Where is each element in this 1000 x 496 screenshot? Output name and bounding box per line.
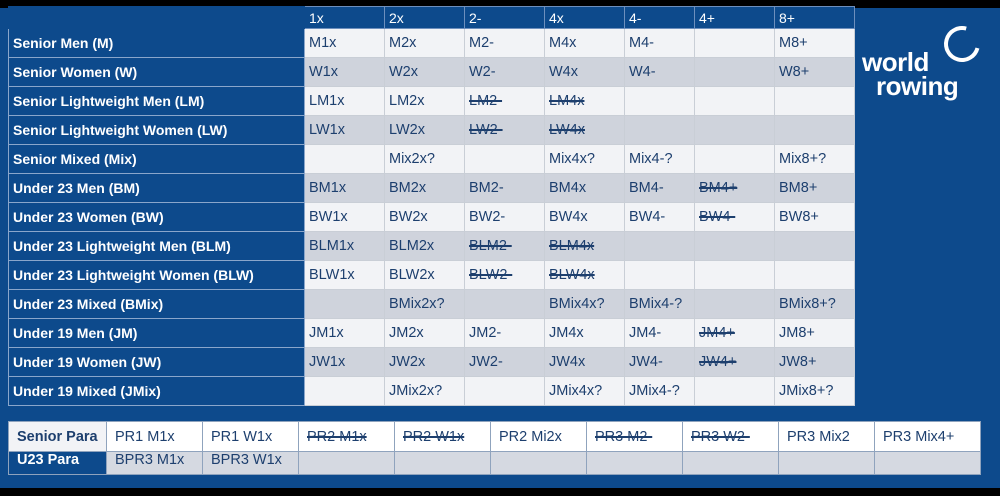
row-label: Under 19 Mixed (JMix) <box>9 377 305 406</box>
table-cell <box>545 377 625 406</box>
event-code: JM8+ <box>779 325 815 341</box>
row-label: Under 23 Men (BM) <box>9 174 305 203</box>
row-label: Under 23 Lightweight Men (BLM) <box>9 232 305 261</box>
event-code: W8+ <box>779 64 810 80</box>
table-cell <box>305 232 385 261</box>
para-cell <box>299 452 395 475</box>
event-code: BM2- <box>469 180 504 196</box>
event-code: BMix4-? <box>629 296 683 312</box>
table-cell <box>695 348 775 377</box>
event-code: LM1x <box>309 93 345 109</box>
table-cell <box>465 319 545 348</box>
struck-event-code: PR3 M2- <box>595 428 653 445</box>
table-cell <box>775 319 855 348</box>
table-row <box>9 261 855 290</box>
table-cell <box>695 58 775 87</box>
table-cell <box>625 203 695 232</box>
table-cell <box>305 145 385 174</box>
table-cell <box>775 261 855 290</box>
header-corner <box>9 7 305 29</box>
table-cell <box>625 261 695 290</box>
row-label: Under 19 Women (JW) <box>9 348 305 377</box>
event-code: BM4x <box>549 180 587 196</box>
table-cell <box>385 290 465 319</box>
table-row <box>9 29 855 58</box>
para-cell <box>779 452 875 475</box>
table-cell <box>545 116 625 145</box>
table-cell <box>305 203 385 232</box>
table-cell <box>775 377 855 406</box>
table-cell <box>465 232 545 261</box>
para-cell <box>107 452 203 475</box>
table-cell <box>625 377 695 406</box>
table-cell <box>545 29 625 58</box>
table-cell <box>385 145 465 174</box>
table-row <box>9 116 855 145</box>
table-cell <box>625 29 695 58</box>
struck-event-code: BLW2- <box>469 267 513 283</box>
table-cell <box>695 87 775 116</box>
para-cell <box>875 422 981 452</box>
table-cell <box>465 116 545 145</box>
event-code: PR3 Mix4+ <box>883 428 955 445</box>
event-code: M8+ <box>779 35 808 51</box>
para-cell <box>395 452 491 475</box>
event-code: BW4x <box>549 209 588 225</box>
table-cell <box>695 116 775 145</box>
table-cell <box>385 377 465 406</box>
table-cell <box>545 145 625 174</box>
para-cell <box>491 422 587 452</box>
struck-event-code: JM4+ <box>699 325 735 341</box>
event-code: Mix4x? <box>549 151 595 167</box>
para-row-label: Senior Para <box>9 422 107 452</box>
para-row-label: U23 Para <box>9 452 107 475</box>
table-cell <box>545 290 625 319</box>
table-cell <box>545 261 625 290</box>
table-cell <box>775 232 855 261</box>
table-cell <box>305 319 385 348</box>
event-code: JMix2x? <box>389 383 443 399</box>
event-code: BM8+ <box>779 180 818 196</box>
table-cell <box>695 29 775 58</box>
row-label: Senior Lightweight Women (LW) <box>9 116 305 145</box>
row-label: Under 23 Mixed (BMix) <box>9 290 305 319</box>
event-code: W1x <box>309 64 338 80</box>
event-code: JW1x <box>309 354 346 370</box>
event-code: BW2x <box>389 209 428 225</box>
table-cell <box>775 290 855 319</box>
table-cell <box>625 290 695 319</box>
struck-event-code: BLW4x <box>549 267 595 283</box>
table-cell <box>545 58 625 87</box>
struck-event-code: JW4+ <box>699 354 737 370</box>
table-body <box>9 29 855 406</box>
table-cell <box>385 348 465 377</box>
event-code: BW1x <box>309 209 348 225</box>
table-cell <box>385 261 465 290</box>
event-code: PR1 W1x <box>211 428 273 445</box>
table-cell <box>465 377 545 406</box>
struck-event-code: PR2 W1x <box>403 428 465 445</box>
table-cell <box>305 377 385 406</box>
para-cell <box>203 452 299 475</box>
struck-event-code: LM2- <box>469 93 503 109</box>
table-cell <box>305 87 385 116</box>
table-cell <box>385 203 465 232</box>
struck-event-code: BW4- <box>699 209 736 225</box>
event-code: BLM1x <box>309 238 355 254</box>
table-cell <box>545 348 625 377</box>
table-cell <box>465 261 545 290</box>
table-cell <box>305 348 385 377</box>
logo-word-rowing: rowing <box>876 71 959 101</box>
table-cell <box>385 232 465 261</box>
table-cell <box>695 290 775 319</box>
para-cell <box>779 422 875 452</box>
table-cell <box>695 261 775 290</box>
table-row <box>9 58 855 87</box>
row-label: Under 23 Lightweight Women (BLW) <box>9 261 305 290</box>
event-code: M2x <box>389 35 417 51</box>
table-cell <box>775 58 855 87</box>
table-cell <box>695 319 775 348</box>
event-code: Mix8+? <box>779 151 827 167</box>
event-code: JW4- <box>629 354 663 370</box>
para-cell <box>299 422 395 452</box>
table-cell <box>385 174 465 203</box>
para-cell <box>587 452 683 475</box>
table-cell <box>775 87 855 116</box>
column-header: 4- <box>625 7 695 29</box>
event-code: W2x <box>389 64 418 80</box>
boat-class-table <box>8 6 855 406</box>
event-code: M4x <box>549 35 577 51</box>
row-label: Senior Mixed (Mix) <box>9 145 305 174</box>
para-cell <box>683 422 779 452</box>
table-row <box>9 203 855 232</box>
event-code: JW2x <box>389 354 426 370</box>
para-table <box>8 421 981 475</box>
table-cell <box>545 232 625 261</box>
table-cell <box>465 87 545 116</box>
table-cell <box>385 116 465 145</box>
event-code: Mix4-? <box>629 151 673 167</box>
event-code: M1x <box>309 35 337 51</box>
table-cell <box>695 174 775 203</box>
event-code: LW1x <box>309 122 345 138</box>
struck-event-code: BLM4x <box>549 238 595 254</box>
table-cell <box>545 203 625 232</box>
world-rowing-logo <box>860 26 990 106</box>
event-code: BMix2x? <box>389 296 445 312</box>
table-cell <box>545 319 625 348</box>
struck-event-code: BM4+ <box>699 180 738 196</box>
column-header: 4+ <box>695 7 775 29</box>
table-row <box>9 319 855 348</box>
table-cell <box>695 377 775 406</box>
struck-event-code: LW2- <box>469 122 503 138</box>
event-code: BW4- <box>629 209 666 225</box>
table-cell <box>385 319 465 348</box>
event-code: JW2- <box>469 354 503 370</box>
event-code: JW8+ <box>779 354 817 370</box>
event-code: BLM2x <box>389 238 435 254</box>
table-cell <box>305 261 385 290</box>
struck-event-code: LM4x <box>549 93 585 109</box>
event-code: BMix8+? <box>779 296 836 312</box>
event-code: BMix4x? <box>549 296 605 312</box>
column-header: 2- <box>465 7 545 29</box>
event-code: BW8+ <box>779 209 819 225</box>
struck-event-code: LW4x <box>549 122 585 138</box>
event-code: PR2 Mi2x <box>499 428 562 445</box>
table-cell <box>695 232 775 261</box>
row-label: Senior Lightweight Men (LM) <box>9 87 305 116</box>
event-code: BPR3 M1x <box>115 452 185 468</box>
struck-event-code: PR2 M1x <box>307 428 367 445</box>
struck-event-code: PR3 W2- <box>691 428 750 445</box>
table-cell <box>545 87 625 116</box>
para-row-u23 <box>9 452 981 475</box>
table-cell <box>775 348 855 377</box>
para-cell <box>875 452 981 475</box>
table-cell <box>305 116 385 145</box>
event-code: PR1 M1x <box>115 428 175 445</box>
event-code: M2- <box>469 35 494 51</box>
column-header: 2x <box>385 7 465 29</box>
table-cell <box>305 174 385 203</box>
table-cell <box>625 174 695 203</box>
event-code: LW2x <box>389 122 425 138</box>
table-cell <box>695 145 775 174</box>
event-code: JM2x <box>389 325 424 341</box>
row-label: Senior Women (W) <box>9 58 305 87</box>
table-cell <box>385 58 465 87</box>
row-label: Under 19 Men (JM) <box>9 319 305 348</box>
event-code: BLW2x <box>389 267 435 283</box>
table-row <box>9 145 855 174</box>
para-cell <box>491 452 587 475</box>
event-code: JM2- <box>469 325 502 341</box>
table-cell <box>385 29 465 58</box>
event-code: JMix4x? <box>549 383 603 399</box>
header-row <box>9 7 855 29</box>
table-cell <box>465 145 545 174</box>
table-cell <box>545 174 625 203</box>
table-cell <box>625 319 695 348</box>
event-code: BM1x <box>309 180 347 196</box>
row-label: Under 23 Women (BW) <box>9 203 305 232</box>
table-cell <box>775 29 855 58</box>
table-cell <box>305 290 385 319</box>
table-cell <box>625 145 695 174</box>
table-cell <box>305 58 385 87</box>
event-code: W2- <box>469 64 496 80</box>
table-cell <box>625 58 695 87</box>
column-header: 1x <box>305 7 385 29</box>
table-cell <box>465 58 545 87</box>
event-code: JMix4-? <box>629 383 680 399</box>
table-cell <box>775 203 855 232</box>
table-row <box>9 87 855 116</box>
logo-ring-icon <box>937 19 986 68</box>
event-code: W4- <box>629 64 656 80</box>
logo-word-world: world <box>862 47 929 77</box>
column-header: 8+ <box>775 7 855 29</box>
table-cell <box>625 232 695 261</box>
para-row-senior <box>9 422 981 452</box>
table-cell <box>465 203 545 232</box>
table-cell <box>385 87 465 116</box>
table-cell <box>775 116 855 145</box>
table-cell <box>625 348 695 377</box>
event-code: BM2x <box>389 180 427 196</box>
struck-event-code: BLM2- <box>469 238 512 254</box>
event-code: JM1x <box>309 325 344 341</box>
table-cell <box>775 145 855 174</box>
para-cell <box>587 422 683 452</box>
event-code: JMix8+? <box>779 383 834 399</box>
column-header: 4x <box>545 7 625 29</box>
table-row <box>9 377 855 406</box>
table-cell <box>775 174 855 203</box>
table-row <box>9 348 855 377</box>
table-cell <box>625 116 695 145</box>
table-row <box>9 174 855 203</box>
para-cell <box>203 422 299 452</box>
event-code: BW2- <box>469 209 506 225</box>
table-cell <box>305 29 385 58</box>
event-code: BPR3 W1x <box>211 452 282 468</box>
table-row <box>9 232 855 261</box>
event-code: PR3 Mix2 <box>787 428 850 445</box>
event-code: LM2x <box>389 93 425 109</box>
table-cell <box>465 348 545 377</box>
event-code: BLW1x <box>309 267 355 283</box>
event-code: M4- <box>629 35 654 51</box>
event-code: BM4- <box>629 180 664 196</box>
para-cell <box>395 422 491 452</box>
table-cell <box>465 290 545 319</box>
event-code: JM4- <box>629 325 662 341</box>
para-cell <box>683 452 779 475</box>
event-code: JM4x <box>549 325 584 341</box>
event-code: W4x <box>549 64 578 80</box>
table-cell <box>465 29 545 58</box>
bottom-frame-bar <box>0 488 1000 496</box>
table-row <box>9 290 855 319</box>
event-code: JW4x <box>549 354 586 370</box>
table-cell <box>625 87 695 116</box>
event-code: Mix2x? <box>389 151 435 167</box>
table-cell <box>465 174 545 203</box>
row-label: Senior Men (M) <box>9 29 305 58</box>
para-cell <box>107 422 203 452</box>
table-cell <box>695 203 775 232</box>
